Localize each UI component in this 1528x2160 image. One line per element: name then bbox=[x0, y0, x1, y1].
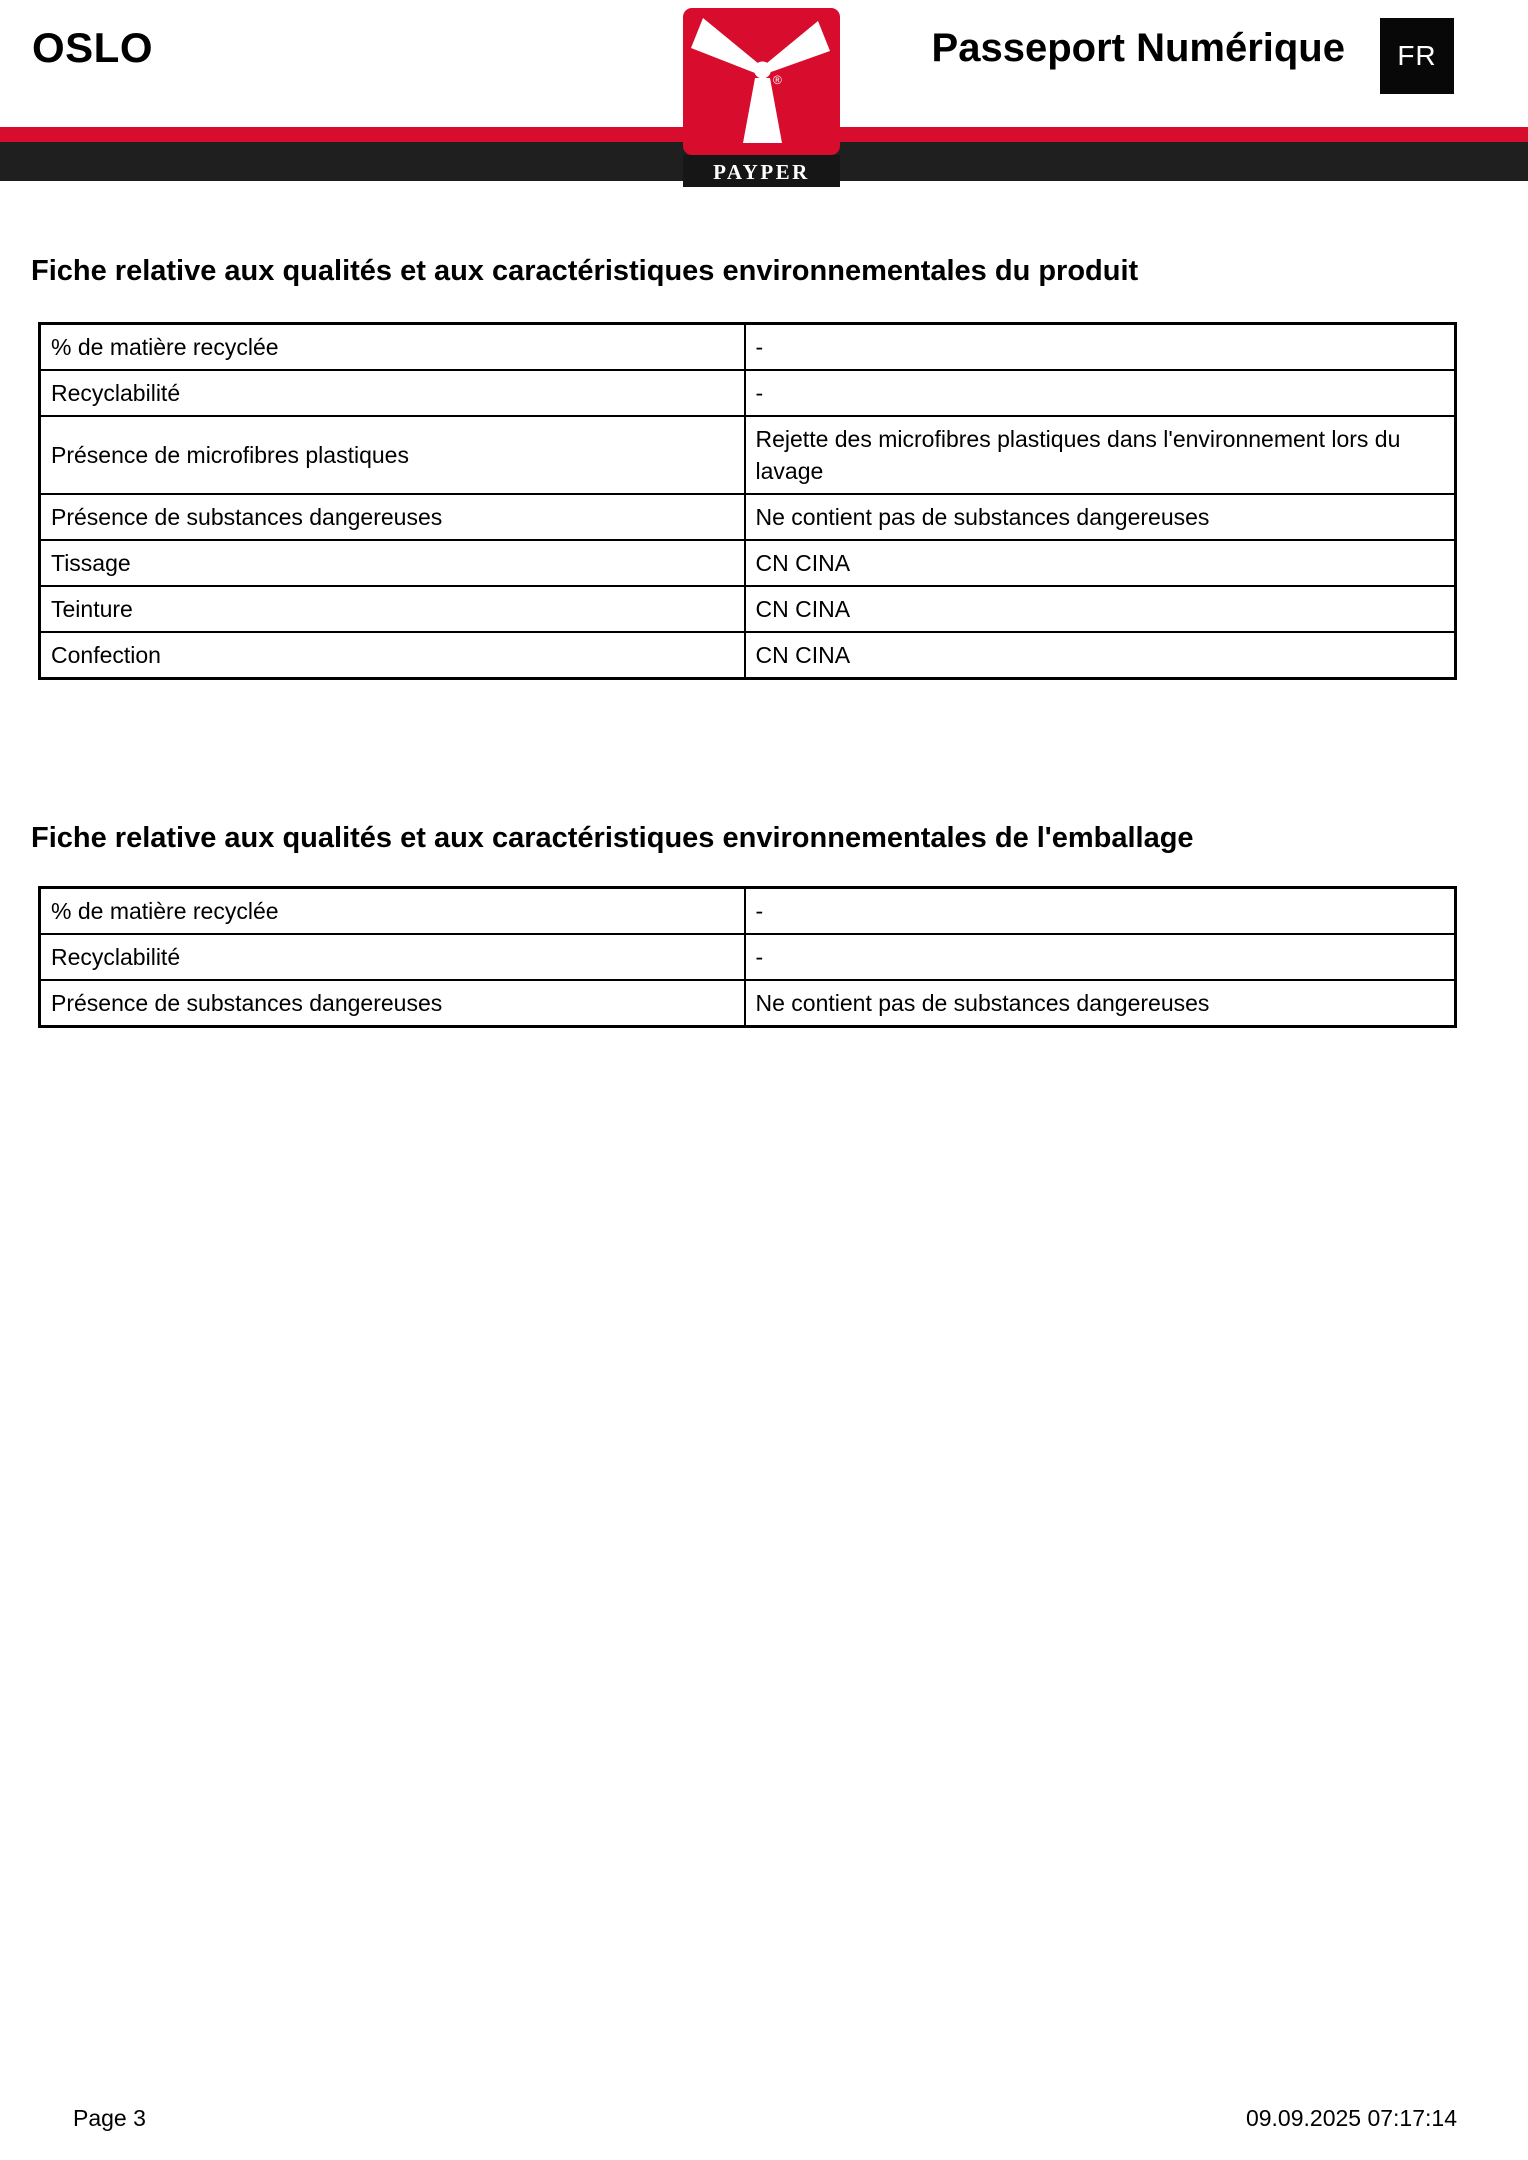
row-value: Ne contient pas de substances dangereuses bbox=[745, 494, 1456, 540]
registered-mark-icon: ® bbox=[773, 73, 782, 87]
row-label: Recyclabilité bbox=[40, 370, 745, 416]
row-value: - bbox=[745, 324, 1456, 371]
table-row bbox=[40, 586, 1456, 632]
row-label: Teinture bbox=[40, 586, 745, 632]
payper-logo bbox=[683, 8, 840, 187]
page-number: Page 3 bbox=[73, 2105, 146, 2131]
row-label: Présence de substances dangereuses bbox=[40, 494, 745, 540]
row-value: Rejette des microfibres plastiques dans l'environnement lors du lavage bbox=[745, 416, 1456, 494]
row-value: - bbox=[745, 888, 1456, 935]
table-row bbox=[40, 494, 1456, 540]
brand-wordmark: PAYPER bbox=[713, 160, 810, 184]
row-value: CN CINA bbox=[745, 586, 1456, 632]
row-label: Recyclabilité bbox=[40, 934, 745, 980]
page-title: Passeport Numérique bbox=[931, 26, 1345, 70]
row-label: % de matière recyclée bbox=[40, 324, 745, 371]
row-value: CN CINA bbox=[745, 540, 1456, 586]
row-label: Présence de substances dangereuses bbox=[40, 980, 745, 1027]
table-row bbox=[40, 934, 1456, 980]
row-label: Présence de microfibres plastiques bbox=[40, 416, 745, 494]
row-value: - bbox=[745, 370, 1456, 416]
table-row bbox=[40, 324, 1456, 371]
table-row bbox=[40, 540, 1456, 586]
packaging-environment-table bbox=[38, 886, 1457, 1028]
row-label: Confection bbox=[40, 632, 745, 679]
row-label: Tissage bbox=[40, 540, 745, 586]
table-row bbox=[40, 632, 1456, 679]
table-row bbox=[40, 980, 1456, 1027]
row-value: - bbox=[745, 934, 1456, 980]
generation-timestamp: 09.09.2025 07:17:14 bbox=[1245, 2105, 1457, 2131]
section-title-emballage: Fiche relative aux qualités et aux caractéristiques environnementales de l'emballage bbox=[31, 822, 1194, 854]
row-label: % de matière recyclée bbox=[40, 888, 745, 935]
language-badge: FR bbox=[1380, 18, 1454, 94]
product-name: OSLO bbox=[32, 24, 154, 71]
table-row bbox=[40, 888, 1456, 935]
row-value: Ne contient pas de substances dangereuses bbox=[745, 980, 1456, 1027]
section-title-produit: Fiche relative aux qualités et aux caractéristiques environnementales du produit bbox=[31, 255, 1139, 287]
payper-bow-icon bbox=[683, 8, 840, 187]
table-row bbox=[40, 370, 1456, 416]
product-environment-table bbox=[38, 322, 1457, 680]
row-value: CN CINA bbox=[745, 632, 1456, 679]
table-row bbox=[40, 416, 1456, 494]
